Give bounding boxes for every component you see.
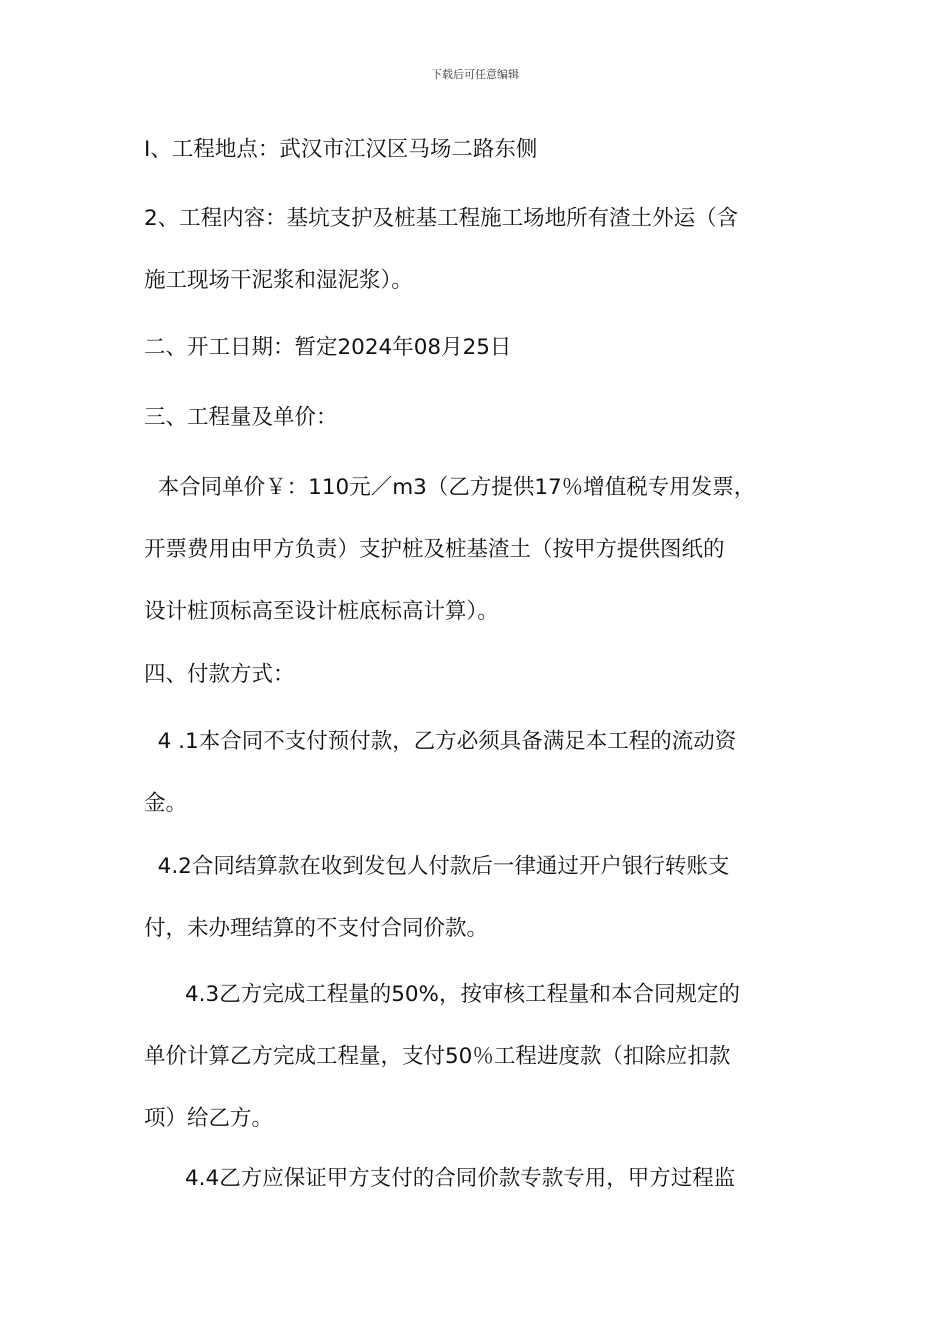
section-heading-quantity-price (144, 387, 824, 449)
paragraph-unit-price (144, 457, 824, 643)
header-note: 下载后可任意编辑 (431, 68, 519, 81)
text-line: 单价计算乙方完成工程量，支付50％工程进度款（扣除应扣款 (144, 1044, 731, 1069)
text-line: I、工程地点：武汉市江汉区马场二路东侧 (144, 137, 538, 162)
text-line: 设计桩顶标高至设计桩底标高计算）。 (144, 599, 499, 624)
text-line: 2、工程内容：基坑支护及桩基工程施工场地所有渣土外运（含 (144, 206, 739, 231)
text-line: 4.4乙方应保证甲方支付的合同价款专款专用，甲方过程监 (144, 1166, 736, 1191)
paragraph-start-date (144, 317, 824, 379)
text-line: 4.3乙方完成工程量的50%，按审核工程量和本合同规定的 (144, 982, 740, 1007)
section-heading-payment (144, 644, 824, 706)
text-line: 二、开工日期：暂定2024年08月25日 (144, 335, 512, 360)
text-line: 金。 (144, 791, 188, 816)
paragraph-project-location (144, 119, 824, 181)
text-line: 项）给乙方。 (144, 1106, 274, 1131)
paragraph-4-3 (144, 964, 824, 1150)
text-line: 4.2合同结算款在收到发包人付款后一律通过开户银行转账支 (144, 854, 730, 879)
text-line: 付，未办理结算的不支付合同价款。 (144, 916, 489, 941)
text-line: 三、工程量及单价： (144, 405, 338, 430)
paragraph-4-1 (144, 711, 824, 835)
text-line: 4 .1本合同不支付预付款，乙方必须具备满足本工程的流动资 (144, 729, 737, 754)
text-line: 施工现场干泥浆和湿泥浆）。 (144, 268, 413, 293)
text-line: 开票费用由甲方负责）支护桩及桩基渣土（按甲方提供图纸的 (144, 537, 725, 562)
paragraph-project-content (144, 188, 824, 312)
paragraph-4-2 (144, 836, 824, 960)
text-line: 四、付款方式： (144, 662, 295, 687)
paragraph-4-4 (144, 1148, 824, 1210)
text-line: 本合同单价￥：110元／m3（乙方提供17％增值税专用发票， (144, 475, 756, 500)
